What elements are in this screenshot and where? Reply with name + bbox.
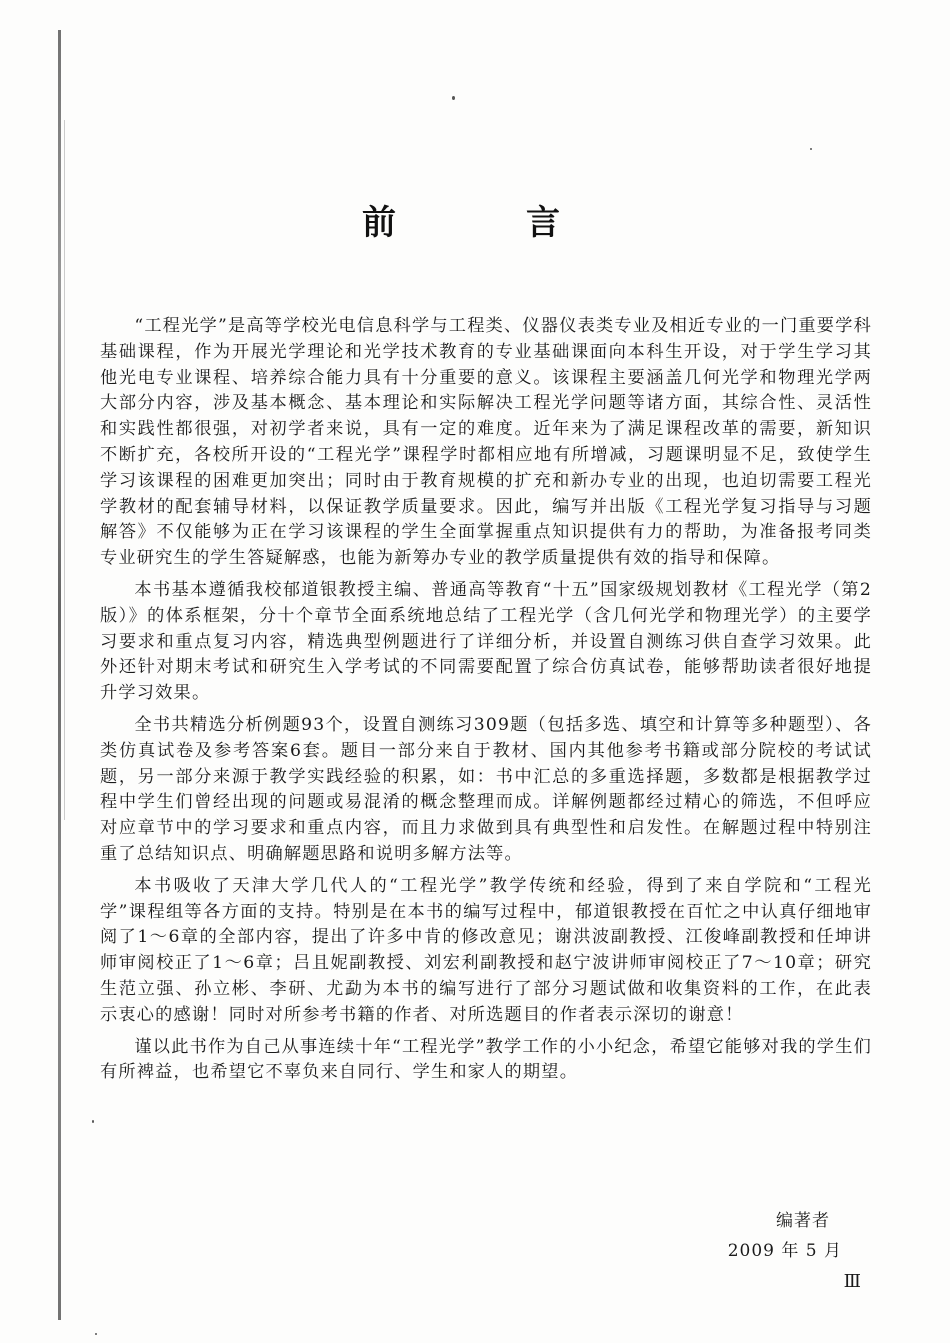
signature-block xyxy=(728,1206,842,1266)
scan-speck xyxy=(92,1120,94,1123)
scan-speck xyxy=(810,148,812,150)
page-number: Ⅲ xyxy=(843,1271,860,1292)
signature-date: 2009 年 5 月 xyxy=(727,1241,842,1261)
signature-author: 编著者 xyxy=(776,1211,830,1231)
paragraph-1: “工程光学”是高等学校光电信息科学与工程类、仪器仪表类专业及相近专业的一门重要学科基础课程，作为开展光学理论和光学技术教育的专业基础课面向本科生开设，对于学生学习其他光电专业课程、培养综合能力具有十分重要的意义。该课程主要涵盖几何光学和物理光学两大部分内容，涉及基本概念、基本理论和实际解决工程光学问题等诸方面，其综合性、灵活性和实践性都很强，对初学者来说，具有一定的难度。近年来为了满足课程改革的需要，新知识不断扩充，各校所开设的“工程光学”课程学时都相应地有所增减，习题课明显不足，致使学生学习该课程的困难更加突出；同时由于教育规模的扩充和新办专业的出现，也迫切需要工程光学教材的配套辅导材料，以保证教学质量要求。因此，编写并出版《工程光学复习指导与习题解答》不仅能够为正在学习该课程的学生全面掌握重点知识提供有力的帮助，为准备报考同类专业研究生的学生答疑解惑，也能为新筹办专业的教学质量提供有效的指导和保障。 xyxy=(100,316,872,569)
scan-speck xyxy=(95,1333,97,1335)
paragraph-2: 本书基本遵循我校郁道银教授主编、普通高等教育“十五”国家级规划教材《工程光学（第2版）》的体系框架，分十个章节全面系统地总结了工程光学（含几何光学和物理光学）的主要学习要求和重点复习内容，精选典型例题进行了详细分析，并设置自测练习供自查学习效果。此外还针对期末考试和研究生入学考试的不同需要配置了综合仿真试卷，能够帮助读者很好地提升学习效果。 xyxy=(100,579,872,704)
paragraph-3: 全书共精选分析例题93个，设置自测练习309题（包括多选、填空和计算等多种题型）、各类仿真试卷及参考答案6套。题目一部分来自于教材、国内其他参考书籍或部分院校的考试试题，另一部分来源于教学实践经验的积累，如：书中汇总的多重选择题，多数都是根据教学过程中学生们曾经出现的问题或易混淆的概念整理而成。详解例题都经过精心的筛选，不但呼应对应章节中的学习要求和重点内容，而且力求做到具有典型性和启发性。在解题过程中特别注重了总结知识点、明确解题思路和说明多解方法等。 xyxy=(100,714,872,864)
scan-speck xyxy=(452,96,455,100)
paragraph-5: 谨以此书作为自己从事连续十年“工程光学”教学工作的小小纪念，希望它能够对我的学生们有所裨益，也希望它不辜负来自同行、学生和家人的期望。 xyxy=(100,1036,872,1083)
preface-body xyxy=(100,314,872,1086)
page-title: 前 言 xyxy=(362,203,608,243)
paragraph-4: 本书吸收了天津大学几代人的“工程光学”教学传统和经验，得到了来自学院和“工程光学”课程组等各方面的支持。特别是在本书的编写过程中，郁道银教授在百忙之中认真仔细地审阅了1～6章的全部内容，提出了许多中肯的修改意见；谢洪波副教授、江俊峰副教授和任坤讲师审阅校正了1～6章；吕且妮副教授、刘宏利副教授和赵宁波讲师审阅校正了7～10章；研究生范立强、孙立彬、李研、尤勐为本书的编写进行了部分习题试做和收集资料的工作，在此表示衷心的感谢！同时对所参考书籍的作者、对所选题目的作者表示深切的谢意！ xyxy=(100,875,872,1025)
